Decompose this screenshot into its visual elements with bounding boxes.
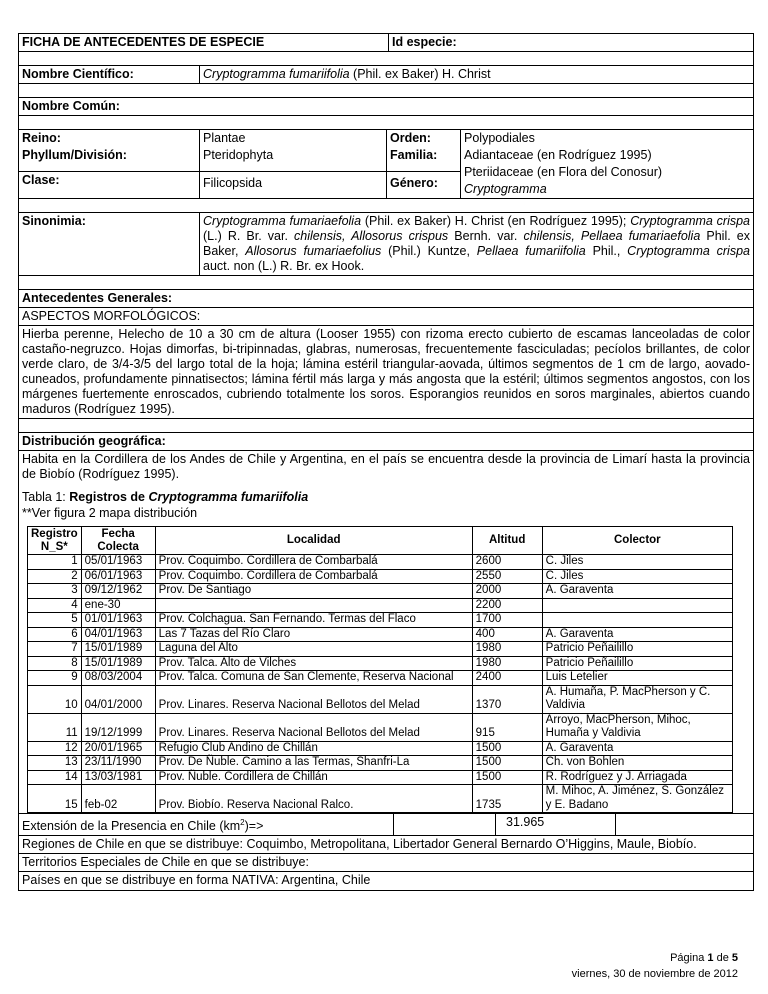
record-collector <box>542 598 732 613</box>
table-row <box>28 713 733 741</box>
record-collector: M. Mihoc, A. Jiménez, S. González y E. Badano <box>542 785 732 813</box>
record-altitude: 1700 <box>472 613 542 628</box>
record-date: 04/01/2000 <box>81 685 155 713</box>
table-row <box>28 584 733 599</box>
genero-value-cell <box>461 181 753 198</box>
record-number: 11 <box>28 713 82 741</box>
distribution-label: Distribución geográfica: <box>22 434 166 448</box>
record-number: 4 <box>28 598 82 613</box>
record-altitude: 400 <box>472 627 542 642</box>
record-altitude: 1735 <box>472 785 542 813</box>
record-altitude: 1500 <box>472 741 542 756</box>
scientific-name-binomial: Cryptogramma fumariifolia <box>203 67 350 81</box>
familia-value-2: Pteriidaceae (en Flora del Conosur) <box>464 165 663 179</box>
record-collector: A. Garaventa <box>542 584 732 599</box>
record-date: 15/01/1989 <box>81 642 155 657</box>
table-row <box>28 770 733 785</box>
record-date: ene-30 <box>81 598 155 613</box>
familia-label: Familia: <box>390 148 438 162</box>
record-collector: C. Jiles <box>542 569 732 584</box>
synonymy-row <box>19 213 753 276</box>
records-header-row <box>28 527 733 555</box>
record-locality: Prov. De Ñuble. Camino a las Termas, Shanfri-La <box>155 756 472 771</box>
record-locality: Prov. De Santiago <box>155 584 472 599</box>
familia-value-1: Adiantaceae (en Rodríguez 1995) <box>464 148 652 162</box>
record-locality: Prov. Linares. Reserva Nacional Bellotos del Melad <box>155 685 472 713</box>
record-date: feb-02 <box>81 785 155 813</box>
native-countries-text: Países en que se distribuye en forma NATIVA: Argentina, Chile <box>22 873 371 888</box>
record-altitude: 2200 <box>472 598 542 613</box>
phyllum-label: Phyllum/División: <box>22 148 127 162</box>
record-collector <box>542 613 732 628</box>
scientific-name-label: Nombre Científico: <box>19 66 200 83</box>
synonym: chilensis, Pellaea fumariaefolia <box>523 229 701 243</box>
col-header-collector: Colector <box>542 527 732 555</box>
genero-value: Cryptogramma <box>464 182 547 196</box>
record-locality: Prov. Talca. Comuna de San Clemente, Reserva Nacional <box>155 671 472 686</box>
scientific-name-author: (Phil. ex Baker) H. Christ <box>349 67 491 81</box>
record-collector: A. Garaventa <box>542 627 732 642</box>
scientific-name-row <box>19 66 753 84</box>
regions-text: Regiones de Chile en que se distribuye: Coquimbo, Metropolitana, Libertador General Bernardo O’Higgins, Maule, Biobío. <box>22 837 697 852</box>
record-locality: Laguna del Alto <box>155 642 472 657</box>
taxonomy-values-right <box>461 130 753 198</box>
table-row <box>28 627 733 642</box>
synonym-author: auct. non (L.) R. Br. ex Hook. <box>203 259 365 273</box>
col-header-date: Fecha Colecta <box>81 527 155 555</box>
record-number: 1 <box>28 555 82 570</box>
morphology-text-row <box>19 326 753 419</box>
record-collector: Patricio Peñailillo <box>542 656 732 671</box>
table-row <box>28 756 733 771</box>
record-locality: Prov. Biobío. Reserva Nacional Ralco. <box>155 785 472 813</box>
orden-label: Orden: <box>390 131 431 145</box>
record-collector: C. Jiles <box>542 555 732 570</box>
record-collector: Arroyo, MacPherson, Mihoc, Humaña y Valdivia <box>542 713 732 741</box>
synonym: Cryptogramma crispa <box>630 214 751 228</box>
title-row <box>19 34 753 52</box>
record-collector: Ch. von Bohlen <box>542 756 732 771</box>
records-table <box>27 526 733 813</box>
table-row <box>28 642 733 657</box>
record-date: 09/12/1962 <box>81 584 155 599</box>
common-name-label: Nombre Común: <box>22 99 120 113</box>
clase-label: Clase: <box>19 171 199 189</box>
record-number: 10 <box>28 685 82 713</box>
col-header-record: Registro N_S* <box>28 527 82 555</box>
record-date: 15/01/1989 <box>81 656 155 671</box>
record-date: 23/11/1990 <box>81 756 155 771</box>
record-locality: Prov. Linares. Reserva Nacional Bellotos del Melad <box>155 713 472 741</box>
record-altitude: 2000 <box>472 584 542 599</box>
spacer <box>19 199 753 213</box>
synonym-author: Bernh. var. <box>448 229 524 243</box>
table-row <box>28 613 733 628</box>
regions-row <box>19 836 753 854</box>
species-id-label: Id especie: <box>392 35 457 49</box>
table-caption-species: Cryptogramma fumariifolia <box>148 490 309 504</box>
record-number: 6 <box>28 627 82 642</box>
extent-empty <box>616 814 753 835</box>
synonym-author: Phil., <box>585 244 628 258</box>
map-note: **Ver figura 2 mapa distribución <box>22 506 198 520</box>
extent-label-text: Extensión de la Presencia en Chile (km <box>22 819 241 834</box>
record-number: 8 <box>28 656 82 671</box>
record-altitude: 1500 <box>472 770 542 785</box>
col-header-locality: Localidad <box>155 527 472 555</box>
taxonomy-values-left <box>200 130 387 198</box>
record-date: 01/01/1963 <box>81 613 155 628</box>
record-locality: Prov. Coquimbo. Cordillera de Combarbalá <box>155 555 472 570</box>
record-number: 2 <box>28 569 82 584</box>
taxonomy-row <box>19 130 753 199</box>
record-locality: Prov. Ñuble. Cordillera de Chillán <box>155 770 472 785</box>
record-collector: A. Garaventa <box>542 741 732 756</box>
record-altitude: 1980 <box>472 656 542 671</box>
distribution-content <box>19 451 753 813</box>
table-row <box>28 685 733 713</box>
record-number: 5 <box>28 613 82 628</box>
record-number: 15 <box>28 785 82 813</box>
extent-label-arrow: )=> <box>244 819 264 834</box>
synonym: Pellaea fumariifolia <box>476 244 586 258</box>
reino-label: Reino: <box>22 131 61 145</box>
distribution-block <box>19 451 753 814</box>
record-number: 14 <box>28 770 82 785</box>
record-locality: Prov. Colchagua. San Fernando. Termas del Flaco <box>155 613 472 628</box>
table-row <box>28 555 733 570</box>
record-collector: Patricio Peñailillo <box>542 642 732 657</box>
record-date: 04/01/1963 <box>81 627 155 642</box>
synonym-author: (Phil. ex Baker) H. Christ (en Rodríguez 1995); <box>361 214 631 228</box>
synonym: Cryptogramma fumariaefolia <box>203 214 362 228</box>
record-date: 20/01/1965 <box>81 741 155 756</box>
record-collector: R. Rodríguez y J. Arriagada <box>542 770 732 785</box>
record-date: 08/03/2004 <box>81 671 155 686</box>
record-locality <box>155 598 472 613</box>
special-territories-text: Territorios Especiales de Chile en que se distribuye: <box>22 855 309 870</box>
synonymy-text <box>200 213 753 275</box>
synonym: Allosorus fumariaefolius <box>245 244 382 258</box>
record-date: 06/01/1963 <box>81 569 155 584</box>
orden-value: Polypodiales <box>464 131 535 145</box>
table-caption <box>19 489 753 506</box>
record-altitude: 2550 <box>472 569 542 584</box>
synonym-author: (Phil.) Kuntze, <box>381 244 477 258</box>
table-row <box>28 656 733 671</box>
records-body <box>28 555 733 813</box>
record-locality: Prov. Talca. Alto de Vilches <box>155 656 472 671</box>
taxonomy-labels-right <box>387 130 461 198</box>
table-row <box>28 741 733 756</box>
page-mid: de <box>713 952 732 964</box>
page-footer <box>572 950 738 982</box>
morphology-text: Hierba perenne, Helecho de 10 a 30 cm de altura (Looser 1955) con rizoma erecto cubierto de escamas lanceoladas de color castaño-negruzco. Hojas dimorfas, bi-tripinnadas, glabras, numerosas, frecuentemente fasciculadas; pecíolos brillantes, de color verde claro, de 3/4-3/5 del largo total de la hoja; lámina estéril triangular-aovada, últimos segmentos de 1 cm de largo, aovado-cuneados, profundamente pinnatisectos; lámina fértil más larga y más angosta que la estéril; últimos segmentos angostos, con los márgenes fuertemente enroscados, cubriendo totalmente los soros. Esporangios reunidos en soros marginales, abiertos cuando maduros (Rodríguez 1995). <box>22 327 750 416</box>
synonym: Cryptogramma crispa <box>627 244 750 258</box>
record-date: 13/03/1981 <box>81 770 155 785</box>
page-current: 1 <box>707 952 714 964</box>
sheet-title: FICHA DE ANTECEDENTES DE ESPECIE <box>19 34 389 51</box>
record-altitude: 915 <box>472 713 542 741</box>
record-number: 7 <box>28 642 82 657</box>
clase-value: Filicopsida <box>200 171 386 192</box>
taxonomy-labels-left <box>19 130 200 198</box>
record-number: 13 <box>28 756 82 771</box>
table-row <box>28 598 733 613</box>
territories-row <box>19 854 753 872</box>
spacer <box>19 419 753 433</box>
morphology-label: ASPECTOS MORFOLÓGICOS: <box>22 309 201 323</box>
record-date: 05/01/1963 <box>81 555 155 570</box>
record-collector: Luis Letelier <box>542 671 732 686</box>
synonymy-label: Sinonimia: <box>19 213 200 275</box>
spacer <box>19 52 753 66</box>
extent-spacer <box>394 814 496 835</box>
table-caption-prefix: Tabla 1: <box>22 490 70 504</box>
genero-label: Género: <box>387 171 460 192</box>
record-altitude: 2600 <box>472 555 542 570</box>
extent-row <box>19 814 753 836</box>
page-pre: Página <box>670 952 708 964</box>
record-altitude: 1980 <box>472 642 542 657</box>
spacer <box>19 276 753 290</box>
record-locality: Las 7 Tazas del Río Claro <box>155 627 472 642</box>
col-header-altitude: Altitud <box>472 527 542 555</box>
common-name-row <box>19 98 753 116</box>
distribution-label-row <box>19 433 753 451</box>
table-row <box>28 569 733 584</box>
record-number: 3 <box>28 584 82 599</box>
morphology-label-row <box>19 308 753 326</box>
table-row <box>28 671 733 686</box>
record-altitude: 2400 <box>472 671 542 686</box>
synonym: chilensis, Allosorus crispus <box>294 229 449 243</box>
extent-value: 31.965 <box>496 814 616 835</box>
scientific-name-value <box>200 66 753 83</box>
record-number: 9 <box>28 671 82 686</box>
distribution-text: Habita en la Cordillera de los Andes de Chile y Argentina, en el país se encuentra desde la provincia de Limarí hasta la provincia de Biobío (Rodríguez 1995). <box>22 452 750 481</box>
extent-label-sup: 2 <box>240 818 245 827</box>
record-altitude: 1370 <box>472 685 542 713</box>
extent-label <box>19 814 394 835</box>
record-locality: Refugio Club Andino de Chillán <box>155 741 472 756</box>
record-altitude: 1500 <box>472 756 542 771</box>
record-number: 12 <box>28 741 82 756</box>
native-row <box>19 872 753 890</box>
background-label: Antecedentes Generales: <box>22 291 173 305</box>
page-number <box>572 950 738 966</box>
synonym-author: (L.) R. Br. var. <box>203 229 295 243</box>
footer-date: viernes, 30 de noviembre de 2012 <box>571 968 738 980</box>
page-total: 5 <box>731 952 738 964</box>
reino-value: Plantae <box>203 131 246 145</box>
table-caption-bold: Registros de <box>69 490 149 504</box>
spacer <box>19 84 753 98</box>
record-date: 19/12/1999 <box>81 713 155 741</box>
record-locality: Prov. Coquimbo. Cordillera de Combarbalá <box>155 569 472 584</box>
record-collector: A. Humaña, P. MacPherson y C. Valdivia <box>542 685 732 713</box>
species-sheet <box>18 33 754 891</box>
spacer <box>19 116 753 130</box>
background-label-row <box>19 290 753 308</box>
synonym-author: Phil. ex Baker, <box>203 229 750 258</box>
table-row <box>28 785 733 813</box>
phyllum-value: Pteridophyta <box>203 148 274 162</box>
